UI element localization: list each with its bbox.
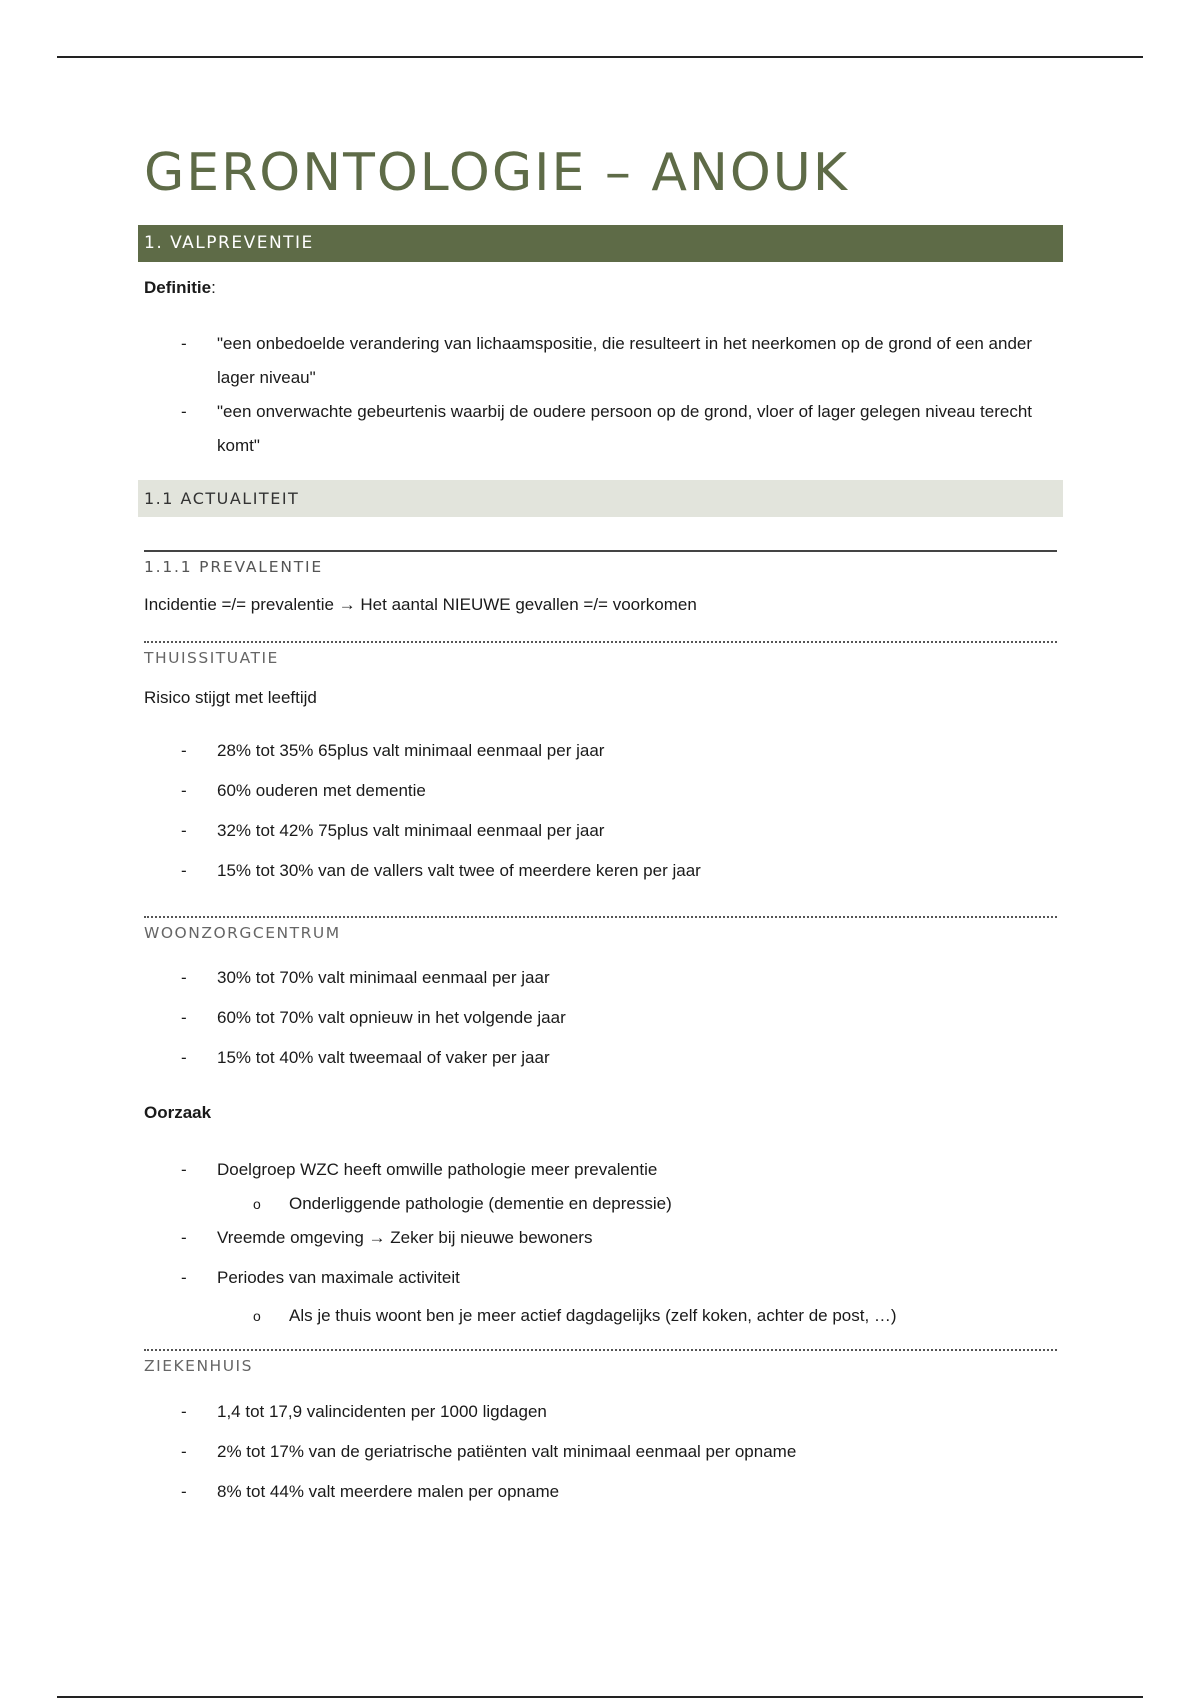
- dash-bullet: -: [181, 1160, 187, 1179]
- list-item-text: 8% tot 44% valt meerdere malen per opname: [217, 1482, 560, 1501]
- list-item-text: "een onverwachte gebeurtenis waarbij de oudere persoon op de grond, vloer of lager gelegen niveau terecht komt": [217, 402, 1033, 455]
- list-item-text: 30% tot 70% valt minimaal eenmaal per jaar: [217, 968, 550, 987]
- list-item-text: 15% tot 30% van de vallers valt twee of meerdere keren per jaar: [217, 861, 701, 880]
- list-item: [181, 856, 1061, 896]
- oorzaak-list-3: [181, 1263, 1061, 1293]
- wzc-list: [181, 963, 1061, 1083]
- list-item: [181, 1223, 1061, 1253]
- list-item: [181, 736, 1061, 776]
- dash-bullet: -: [181, 1442, 187, 1461]
- dash-bullet: -: [181, 402, 187, 421]
- list-item: [181, 395, 1061, 463]
- incidentie-line: Incidentie =/= prevalentie → Het aantal NIEUWE gevallen =/= voorkomen: [144, 595, 697, 614]
- list-item-text: Als je thuis woont ben je meer actief dagdagelijks (zelf koken, achter de post, …): [289, 1306, 897, 1325]
- oorzaak-label: Oorzaak: [144, 1103, 212, 1122]
- oorzaak-sublist-1: [253, 1189, 1073, 1219]
- dash-bullet: -: [181, 781, 187, 800]
- thuis-intro: Risico stijgt met leeftijd: [144, 688, 317, 707]
- document-title: GERONTOLOGIE – ANOUK: [144, 143, 849, 203]
- definition-colon: :: [211, 278, 216, 297]
- oorzaak-sublist-3: [253, 1301, 1073, 1331]
- list-item: [181, 963, 1061, 1003]
- heading-valpreventie: 1. VALPREVENTIE: [138, 225, 1063, 262]
- oorzaak-list-1: [181, 1155, 1061, 1185]
- oorzaak-list-2: [181, 1223, 1061, 1253]
- heading-actualiteit: 1.1 ACTUALITEIT: [138, 480, 1063, 517]
- list-item-text: Periodes van maximale activiteit: [217, 1268, 460, 1287]
- list-item: [181, 1437, 1061, 1477]
- list-item-text: 60% tot 70% valt opnieuw in het volgende jaar: [217, 1008, 566, 1027]
- list-item: [181, 1003, 1061, 1043]
- dash-bullet: -: [181, 1008, 187, 1027]
- list-item-text: 60% ouderen met dementie: [217, 781, 426, 800]
- list-item: [181, 1043, 1061, 1083]
- heading-prevalentie: 1.1.1 PREVALENTIE: [144, 550, 1057, 576]
- ziekenhuis-list: [181, 1397, 1061, 1517]
- list-item-text: Vreemde omgeving → Zeker bij nieuwe bewoners: [217, 1228, 593, 1247]
- dash-bullet: -: [181, 1402, 187, 1421]
- circle-bullet: o: [253, 1196, 261, 1212]
- dash-bullet: -: [181, 1048, 187, 1067]
- page-top-rule: [57, 56, 1143, 58]
- dash-bullet: -: [181, 334, 187, 353]
- heading-thuissituatie: THUISSITUATIE: [144, 641, 1057, 667]
- heading-ziekenhuis: ZIEKENHUIS: [144, 1349, 1057, 1375]
- sub-list-item: [253, 1189, 1073, 1219]
- list-item-text: Onderliggende pathologie (dementie en depressie): [289, 1194, 672, 1213]
- circle-bullet: o: [253, 1308, 261, 1324]
- definition-list: [181, 327, 1061, 463]
- page-bottom-rule: [57, 1696, 1143, 1698]
- list-item-text: 28% tot 35% 65plus valt minimaal eenmaal per jaar: [217, 741, 605, 760]
- list-item: [181, 1477, 1061, 1517]
- dash-bullet: -: [181, 861, 187, 880]
- list-item: [181, 327, 1061, 395]
- definition-label-line: [144, 278, 216, 298]
- list-item-text: Doelgroep WZC heeft omwille pathologie meer prevalentie: [217, 1160, 658, 1179]
- list-item-text: 32% tot 42% 75plus valt minimaal eenmaal per jaar: [217, 821, 605, 840]
- thuis-list: [181, 736, 1061, 896]
- list-item: [181, 1263, 1061, 1293]
- list-item: [181, 1155, 1061, 1185]
- dash-bullet: -: [181, 821, 187, 840]
- list-item: [181, 776, 1061, 816]
- sub-list-item: [253, 1301, 1073, 1331]
- list-item-text: "een onbedoelde verandering van lichaamspositie, die resulteert in het neerkomen op de grond of een ander lager niveau": [217, 334, 1033, 387]
- heading-woonzorgcentrum: WOONZORGCENTRUM: [144, 916, 1057, 942]
- dash-bullet: -: [181, 1482, 187, 1501]
- list-item-text: 1,4 tot 17,9 valincidenten per 1000 ligdagen: [217, 1402, 547, 1421]
- dash-bullet: -: [181, 741, 187, 760]
- definition-label: Definitie: [144, 278, 212, 297]
- dash-bullet: -: [181, 1228, 187, 1247]
- list-item-text: 15% tot 40% valt tweemaal of vaker per jaar: [217, 1048, 550, 1067]
- list-item: [181, 1397, 1061, 1437]
- list-item: [181, 816, 1061, 856]
- dash-bullet: -: [181, 968, 187, 987]
- dash-bullet: -: [181, 1268, 187, 1287]
- list-item-text: 2% tot 17% van de geriatrische patiënten valt minimaal eenmaal per opname: [217, 1442, 797, 1461]
